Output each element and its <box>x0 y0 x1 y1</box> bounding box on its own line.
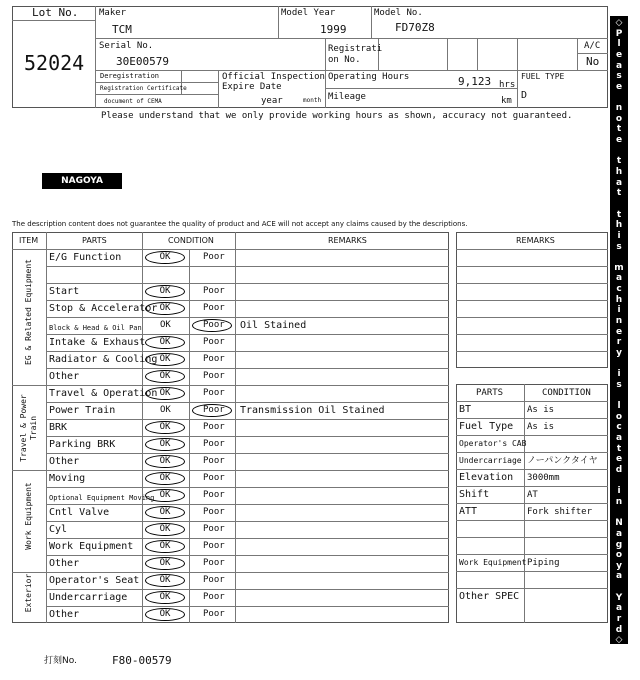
header-frame <box>12 6 608 108</box>
sidebar-char: i <box>617 305 621 316</box>
sidebar-char: a <box>615 528 623 539</box>
ok-selected: OK <box>145 438 185 451</box>
sidebar-char: e <box>615 135 623 146</box>
sidebar-char: o <box>615 113 623 124</box>
ok-option: OK <box>160 405 171 415</box>
sidebar-char: m <box>614 262 624 273</box>
part-label: Optional Equipment Moving <box>49 494 155 502</box>
ok-selected: OK <box>145 608 185 621</box>
poor-option: Poor <box>203 320 225 330</box>
poor-option: Poor <box>203 507 225 517</box>
part-label: Cntl Valve <box>49 507 110 518</box>
part-label: Stop & Accelerator <box>49 303 158 314</box>
part-label: E/G Function <box>49 252 122 263</box>
ac-value: No <box>586 55 600 68</box>
right-remark-row <box>456 334 608 335</box>
ok-selected: OK <box>145 557 185 570</box>
model-no-label: Model No. <box>374 8 423 18</box>
right-remark-row <box>456 351 608 352</box>
operating-hours-value: 9,123 <box>458 75 492 88</box>
poor-option: Poor <box>203 609 225 619</box>
sidebar-char <box>610 93 628 103</box>
disclaimer: The description content does not guarantee the quality of product and ACE will not accept any claims caused by the descriptions. <box>12 220 468 228</box>
sidebar-char: e <box>615 49 623 60</box>
spec-row-divider <box>456 520 608 521</box>
sidebar-char: ◇ <box>615 635 623 646</box>
sidebar-char: a <box>615 60 623 71</box>
row-divider <box>46 317 449 318</box>
row-divider <box>46 487 449 488</box>
month-label: month <box>303 97 322 104</box>
location-badge-text: NAGOYA <box>61 176 103 186</box>
sidebar-char: i <box>617 230 621 241</box>
lot-label: Lot No. <box>32 6 79 19</box>
lot-number: 52024 <box>24 51 85 75</box>
part-label: Other <box>49 609 80 620</box>
poor-option: Poor <box>203 558 225 568</box>
row-divider <box>46 266 449 267</box>
sidebar-char <box>610 476 628 486</box>
poor-option: Poor <box>203 354 225 364</box>
mileage-label: Mileage <box>328 92 366 102</box>
operating-hours-label: Operating Hours <box>328 72 410 82</box>
spec-row-divider <box>456 503 608 504</box>
sidebar-char: a <box>615 177 623 188</box>
sidebar-char: a <box>615 571 623 582</box>
right-remark-row <box>456 317 608 318</box>
group-label: Exterior <box>24 573 33 612</box>
poor-option: Poor <box>203 422 225 432</box>
part-label: Other <box>49 456 80 467</box>
poor-option: Poor <box>203 575 225 585</box>
sidebar-char: e <box>615 326 623 337</box>
sidebar-char: P <box>615 28 623 39</box>
row-divider <box>46 538 449 539</box>
spec-part: ATT <box>459 506 478 517</box>
model-year-label: Model Year <box>281 8 336 18</box>
sidebar-char: y <box>616 347 622 358</box>
ok-selected: OK <box>145 472 185 485</box>
maker-label: Maker <box>99 8 127 18</box>
sidebar-char: n <box>615 496 623 507</box>
part-label: Block & Head & Oil Pan <box>49 324 142 332</box>
ok-selected: OK <box>145 285 185 298</box>
part-label: Undercarriage <box>49 592 128 603</box>
poor-option: Poor <box>203 439 225 449</box>
sidebar-char <box>610 582 628 592</box>
sidebar-char: s <box>616 71 622 82</box>
spec-condition: Fork shifter <box>527 507 593 517</box>
official-inspection-label <box>222 72 325 92</box>
stamp-label: 打刻No. <box>44 656 77 666</box>
poor-option: Poor <box>203 252 225 262</box>
ok-selected: OK <box>145 489 185 502</box>
ok-selected: OK <box>145 336 185 349</box>
ok-selected: OK <box>145 455 185 468</box>
sidebar-char <box>610 391 628 401</box>
row-divider <box>46 504 449 505</box>
sidebar-char: r <box>616 337 622 348</box>
spec-condition: AT <box>527 490 538 500</box>
sidebar-char: l <box>617 39 621 50</box>
poor-option: Poor <box>203 473 225 483</box>
ok-selected: OK <box>145 591 185 604</box>
poor-option: Poor <box>203 388 225 398</box>
part-label: Travel & Operation <box>49 388 158 399</box>
ok-selected: OK <box>145 540 185 553</box>
official-inspection-text: Official Inspection Expire Date <box>222 72 325 92</box>
row-divider <box>46 283 449 284</box>
poor-option: Poor <box>203 286 225 296</box>
poor-option: Poor <box>203 371 225 381</box>
sidebar-char: t <box>616 209 622 220</box>
location-badge <box>42 173 122 189</box>
sidebar-char: n <box>615 316 623 327</box>
row-divider <box>12 572 449 573</box>
row-divider <box>46 606 449 607</box>
row-divider <box>46 589 449 590</box>
sidebar-char: e <box>615 81 623 92</box>
part-label: Work Equipment <box>49 541 134 552</box>
sidebar-char: d <box>615 465 623 476</box>
spec-part: Shift <box>459 489 490 500</box>
sidebar-char <box>610 199 628 209</box>
sidebar-char <box>610 146 628 156</box>
part-label: Power Train <box>49 405 116 416</box>
header-condition: CONDITION <box>168 236 214 245</box>
maker-value: TCM <box>112 23 132 36</box>
header-remarks: REMARKS <box>328 236 367 245</box>
row-divider <box>46 419 449 420</box>
ac-label: A/C <box>584 41 601 51</box>
spec-row-divider <box>456 486 608 487</box>
group-label: EG & Related Equipment <box>24 259 33 365</box>
row-divider <box>46 555 449 556</box>
model-year-value: 1999 <box>320 23 347 36</box>
poor-option: Poor <box>203 490 225 500</box>
sidebar-char: c <box>616 422 622 433</box>
spec-row-divider <box>456 588 608 589</box>
row-divider <box>46 300 449 301</box>
fuel-type-value: D <box>521 90 528 101</box>
poor-option: Poor <box>203 337 225 347</box>
hrs-unit: hrs <box>499 80 516 90</box>
km-unit: km <box>501 96 512 106</box>
ok-selected: OK <box>145 387 185 400</box>
fuel-type-label: FUEL TYPE <box>521 72 565 81</box>
spec-part: Operator's CAB <box>459 439 527 448</box>
header-item: ITEM <box>19 236 39 245</box>
spec-row-divider <box>456 452 608 453</box>
spec-condition: ノーパンクタイヤ <box>527 456 598 466</box>
spec-part: BT <box>459 404 472 415</box>
sidebar-char: h <box>615 294 623 305</box>
row-divider <box>46 368 449 369</box>
sidebar-char: s <box>616 241 622 252</box>
model-no-value: FD70Z8 <box>395 21 435 34</box>
row-divider <box>46 334 449 335</box>
spec-row-divider <box>456 537 608 538</box>
row-divider <box>46 521 449 522</box>
spec-part: Fuel Type <box>459 421 514 432</box>
hours-note: Please understand that we only provide working hours as shown, accuracy not guaranteed. <box>101 111 573 121</box>
sidebar-char: h <box>615 167 623 178</box>
ok-selected: OK <box>145 574 185 587</box>
sidebar-char: c <box>616 284 622 295</box>
sidebar-char <box>610 359 628 369</box>
ok-option: OK <box>160 320 171 330</box>
spec-part: Elevation <box>459 472 514 483</box>
spec-condition: As is <box>527 405 555 415</box>
row-divider <box>12 385 449 386</box>
sidebar-char: d <box>615 624 623 635</box>
spec-row-divider <box>456 435 608 436</box>
row-divider <box>46 351 449 352</box>
poor-option: Poor <box>203 405 225 415</box>
sidebar-char: N <box>615 518 623 529</box>
document-of-cema: document of CEMA <box>104 98 162 105</box>
serial-value: 30E00579 <box>116 55 169 68</box>
row-divider <box>12 470 449 471</box>
row-divider <box>46 453 449 454</box>
sidebar-char: a <box>615 273 623 284</box>
spec-condition: 3000mm <box>527 473 560 483</box>
spec-parts-header: PARTS <box>476 388 504 398</box>
part-label: Intake & Exhaust <box>49 337 146 348</box>
spec-row-divider <box>456 418 608 419</box>
right-remark-row <box>456 266 608 267</box>
sidebar-char <box>610 508 628 518</box>
group-label: Work Equipment <box>24 482 33 550</box>
row-divider <box>46 402 449 403</box>
remark-text: Oil Stained <box>240 320 307 331</box>
ok-selected: OK <box>145 353 185 366</box>
spec-condition-header: CONDITION <box>542 388 591 398</box>
spec-part: Other SPEC <box>459 591 520 602</box>
sidebar-char: i <box>617 486 621 497</box>
part-label: Other <box>49 371 80 382</box>
spec-row-divider <box>456 469 608 470</box>
poor-option: Poor <box>203 524 225 534</box>
part-label: Start <box>49 286 80 297</box>
spec-part: Work Equipment <box>459 558 527 567</box>
part-label: Radiator & Cooling <box>49 354 158 365</box>
ok-selected: OK <box>145 251 185 264</box>
sidebar-char: Y <box>615 592 623 603</box>
spec-row-divider <box>456 571 608 572</box>
sidebar-char: h <box>615 220 623 231</box>
sidebar-char: n <box>615 103 623 114</box>
part-label: BRK <box>49 422 68 433</box>
sidebar-char: r <box>616 614 622 625</box>
registration-label <box>328 44 382 66</box>
part-label: Cyl <box>49 524 68 535</box>
sidebar-char: ◇ <box>615 18 623 28</box>
poor-option: Poor <box>203 456 225 466</box>
ok-selected: OK <box>145 302 185 315</box>
part-label: Parking BRK <box>49 439 116 450</box>
spec-condition: Piping <box>527 558 560 568</box>
sidebar-char: t <box>616 188 622 199</box>
sidebar-char: s <box>616 379 622 390</box>
sidebar-char: i <box>617 369 621 380</box>
group-label: Travel & Power Train <box>19 393 38 462</box>
ok-selected: OK <box>145 370 185 383</box>
ok-selected: OK <box>145 506 185 519</box>
sidebar-char: t <box>616 443 622 454</box>
part-label: Moving <box>49 473 86 484</box>
sidebar-char: l <box>617 401 621 412</box>
sidebar-char <box>610 252 628 262</box>
row-divider <box>46 436 449 437</box>
sidebar-char: a <box>615 603 623 614</box>
poor-option: Poor <box>203 303 225 313</box>
sidebar-char: t <box>616 124 622 135</box>
poor-option: Poor <box>203 541 225 551</box>
sidebar-char: a <box>615 433 623 444</box>
sidebar-char: y <box>616 560 622 571</box>
poor-option: Poor <box>203 592 225 602</box>
stamp-value: F80-00579 <box>112 654 172 667</box>
spec-condition: As is <box>527 422 555 432</box>
registration-certificate: Registration Certificate <box>100 85 187 92</box>
sidebar-char: e <box>615 454 623 465</box>
remark-text: Transmission Oil Stained <box>240 405 385 416</box>
right-remark-row <box>456 300 608 301</box>
sidebar-char: t <box>616 156 622 167</box>
sidebar-char: g <box>615 539 623 550</box>
deregistration-label: Deregistration <box>100 72 160 80</box>
ok-selected: OK <box>145 421 185 434</box>
spec-part: Undercarriage <box>459 456 522 465</box>
part-label: Other <box>49 558 80 569</box>
year-label: year <box>261 96 283 106</box>
registration-label-text: Registrati on No. <box>328 44 383 65</box>
sidebar-char: o <box>615 411 623 422</box>
right-remarks-header: REMARKS <box>516 236 555 245</box>
spec-row-divider <box>456 554 608 555</box>
ok-selected: OK <box>145 523 185 536</box>
location-sidebar <box>610 16 628 644</box>
serial-label: Serial No. <box>99 41 154 51</box>
right-remark-row <box>456 283 608 284</box>
header-parts: PARTS <box>82 236 107 245</box>
part-label: Operator's Seat <box>49 575 140 586</box>
sidebar-char: o <box>615 550 623 561</box>
